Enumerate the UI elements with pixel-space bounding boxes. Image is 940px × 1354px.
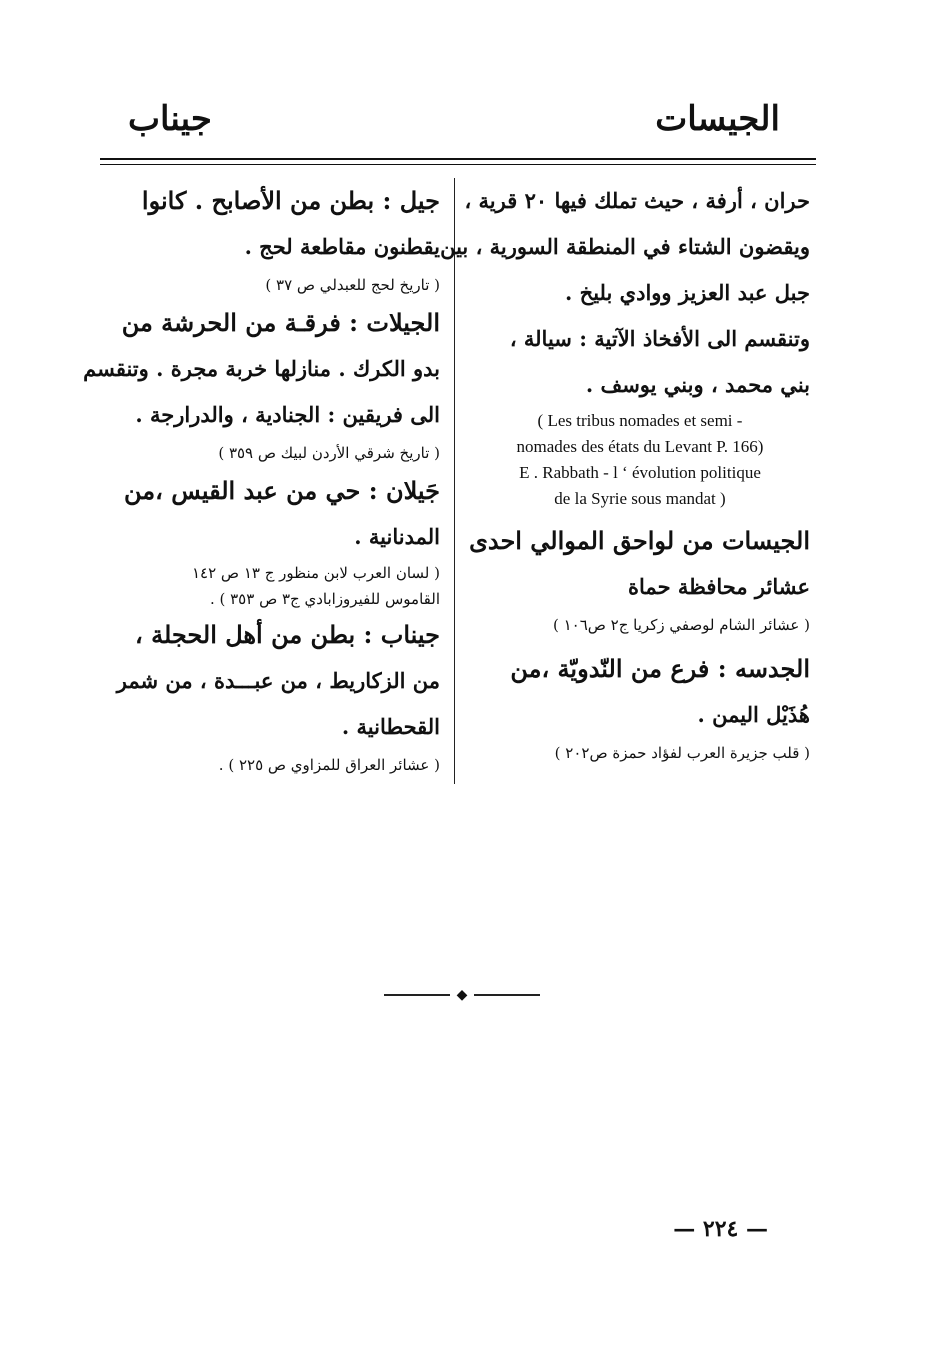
latin-source-line: nomades des états du Levant P. 166) bbox=[516, 437, 764, 456]
text-line: عشائر محافظة حماة bbox=[628, 574, 810, 599]
diamond-icon: ◆ bbox=[456, 987, 468, 1003]
text-line: المدنانية . bbox=[354, 524, 440, 549]
source-citation: ( تاريخ شرقي الأردن لبيك ص ٣٥٩ ) bbox=[218, 444, 440, 462]
source-citation: ( عشائر العراق للمزاوي ص ٢٢٥ ) . bbox=[218, 756, 440, 774]
entry-headword-line: الجدسه : فرع من النّدويّة ،من bbox=[510, 654, 810, 683]
page-number: — ٢٢٤ — bbox=[673, 1216, 768, 1242]
entry-headword-line: الجيلات : فرقـة من الحرشة من bbox=[121, 308, 440, 337]
source-citation: ( لسان العرب لابن منظور ج ١٣ ص ١٤٢ bbox=[191, 564, 440, 582]
entry-headword-line: الجيسات من لواحق الموالي احدى bbox=[469, 526, 810, 555]
right-column bbox=[440, 178, 810, 768]
text-line: يقطنون مقاطعة لحج . bbox=[244, 234, 440, 259]
header-title-right: الجيسات bbox=[655, 99, 780, 139]
header-rule-bottom bbox=[100, 164, 816, 165]
source-citation: القاموس للفيروزابادي ج٣ ص ٣٥٣ ) . bbox=[209, 590, 440, 608]
entry-headword-line: جيل : بطن من الأصابح . كانوا bbox=[141, 186, 440, 215]
left-column bbox=[83, 178, 440, 780]
header-rule-top bbox=[100, 158, 816, 160]
ornament-bar-left bbox=[384, 994, 450, 996]
ornament-bar-right bbox=[474, 994, 540, 996]
entry-headword-line: جيناب : بطن من أهل الحجلة ، bbox=[134, 620, 440, 649]
text-line: من الزكاريط ، من عبـــدة ، من شمر bbox=[116, 668, 440, 693]
text-line: بدو الكرك . منازلها خربة مجرة . وتنقسم bbox=[83, 356, 440, 381]
text-line: وتنقسم الى الأفخاذ الآتية : سيالة ، bbox=[509, 326, 810, 351]
latin-source-line: E . Rabbath - l ‘ évolution politique bbox=[519, 463, 761, 482]
source-citation: ( تاريخ لحج للعبدلي ص ٣٧ ) bbox=[265, 276, 440, 294]
text-line: هُذَيْل اليمن . bbox=[697, 702, 810, 727]
text-line: بني محمد ، وبني يوسف . bbox=[585, 372, 810, 397]
text-line: ويقضون الشتاء في المنطقة السورية ، بين bbox=[440, 234, 810, 259]
text-line: جبل عبد العزيز ووادي بليخ . bbox=[565, 280, 810, 305]
source-citation: ( قلب جزيرة العرب لفؤاد حمزة ص٢٠٢ ) bbox=[554, 744, 810, 762]
latin-source-line: ( Les tribus nomades et semi - bbox=[537, 411, 743, 430]
text-line: القحطانية . bbox=[341, 714, 440, 739]
header-title-left: جيناب bbox=[128, 99, 212, 139]
ornamental-divider bbox=[384, 986, 540, 1004]
source-citation: ( عشائر الشام لوصفي زكريا ج٢ ص١٠٦ ) bbox=[552, 616, 810, 634]
text-line: حران ، أرفة ، حيث تملك فيها ٢٠ قرية ، bbox=[464, 188, 810, 213]
text-line: الى فريقين : الجنادية ، والدرارجة . bbox=[135, 402, 440, 427]
latin-source-line: de la Syrie sous mandat ) bbox=[554, 489, 726, 508]
entry-headword-line: جَيلان : حي من عبد القيس ،من bbox=[124, 476, 440, 505]
